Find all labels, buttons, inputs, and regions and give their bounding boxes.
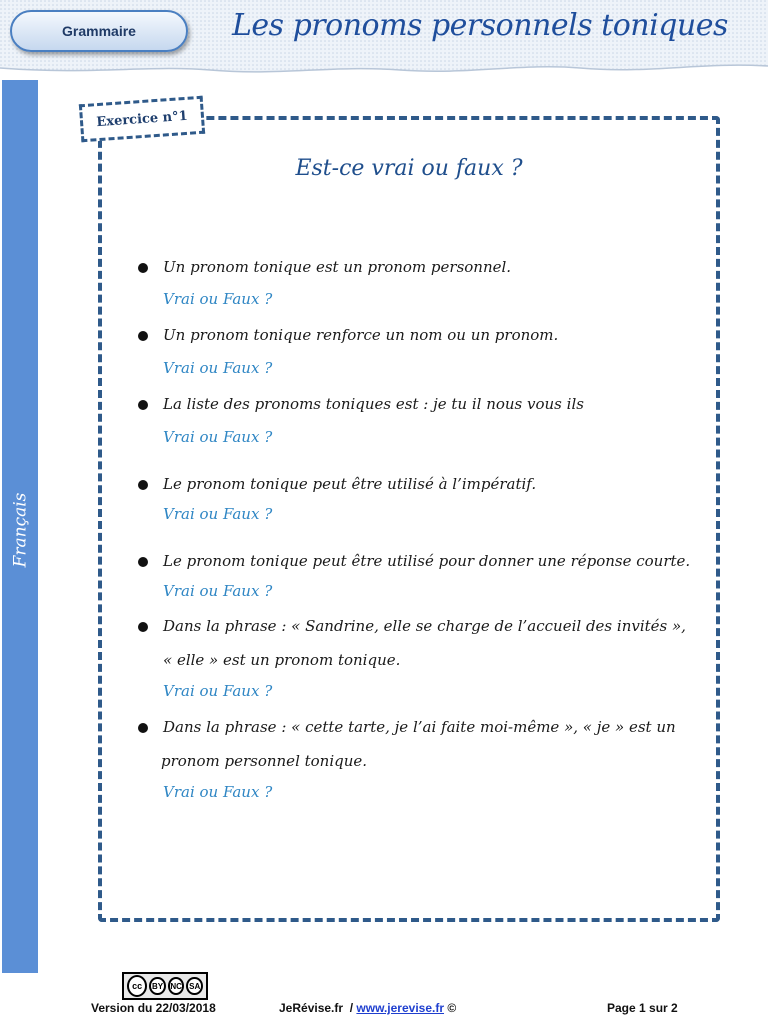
subject-badge: Grammaire [10, 10, 188, 52]
bullet-icon [138, 723, 148, 733]
question-text-continued: pronom personnel tonique. [161, 752, 368, 770]
answer-choice[interactable]: Vrai ou Faux ? [163, 359, 273, 377]
answer-choice[interactable]: Vrai ou Faux ? [163, 290, 273, 308]
creative-commons-badge [122, 972, 208, 1000]
by-icon: BY [149, 977, 166, 995]
question-text: Un pronom tonique est un pronom personnel. [163, 258, 512, 276]
answer-choice[interactable]: Vrai ou Faux ? [163, 428, 273, 446]
answer-choice[interactable]: Vrai ou Faux ? [163, 582, 273, 600]
question-text: Un pronom tonique renforce un nom ou un pronom. [163, 326, 559, 344]
bullet-icon [138, 622, 148, 632]
answer-choice[interactable]: Vrai ou Faux ? [163, 505, 273, 523]
exercise-label: Exercice n°1 [79, 96, 205, 143]
question-text: Dans la phrase : « cette tarte, je l’ai faite moi-même », « je » est un [163, 718, 676, 736]
cc-icon: cc [127, 975, 147, 997]
site-name [279, 1001, 456, 1015]
bullet-icon [138, 331, 148, 341]
bullet-icon [138, 480, 148, 490]
side-subject-label [2, 480, 38, 580]
nc-icon: NC [168, 977, 185, 995]
question-text-continued: « elle » est un pronom tonique. [163, 651, 401, 669]
question-text: Dans la phrase : « Sandrine, elle se charge de l’accueil des invités », [163, 617, 686, 635]
sa-icon: SA [186, 977, 203, 995]
copyright-symbol: © [447, 1001, 457, 1015]
page-number: Page 1 sur 2 [607, 1001, 678, 1015]
answer-choice[interactable]: Vrai ou Faux ? [163, 783, 273, 801]
site-separator: / [349, 1001, 354, 1015]
question-text: Le pronom tonique peut être utilisé pour donner une réponse courte. [163, 552, 691, 570]
side-subject-text: Français [10, 492, 31, 568]
answer-choice[interactable]: Vrai ou Faux ? [163, 682, 273, 700]
site-link[interactable]: www.jerevise.fr [356, 1001, 445, 1015]
version-date: Version du 22/03/2018 [91, 1001, 216, 1015]
page-title: Les pronoms personnels toniques [232, 8, 728, 43]
bullet-icon [138, 263, 148, 273]
question-text: La liste des pronoms toniques est : je tu il nous vous ils [163, 395, 584, 413]
exercise-heading: Est-ce vrai ou faux ? [295, 156, 523, 181]
question-text: Le pronom tonique peut être utilisé à l’impératif. [163, 475, 537, 493]
bullet-icon [138, 400, 148, 410]
bullet-icon [138, 557, 148, 567]
site-label: JeRévise.fr [279, 1001, 344, 1015]
